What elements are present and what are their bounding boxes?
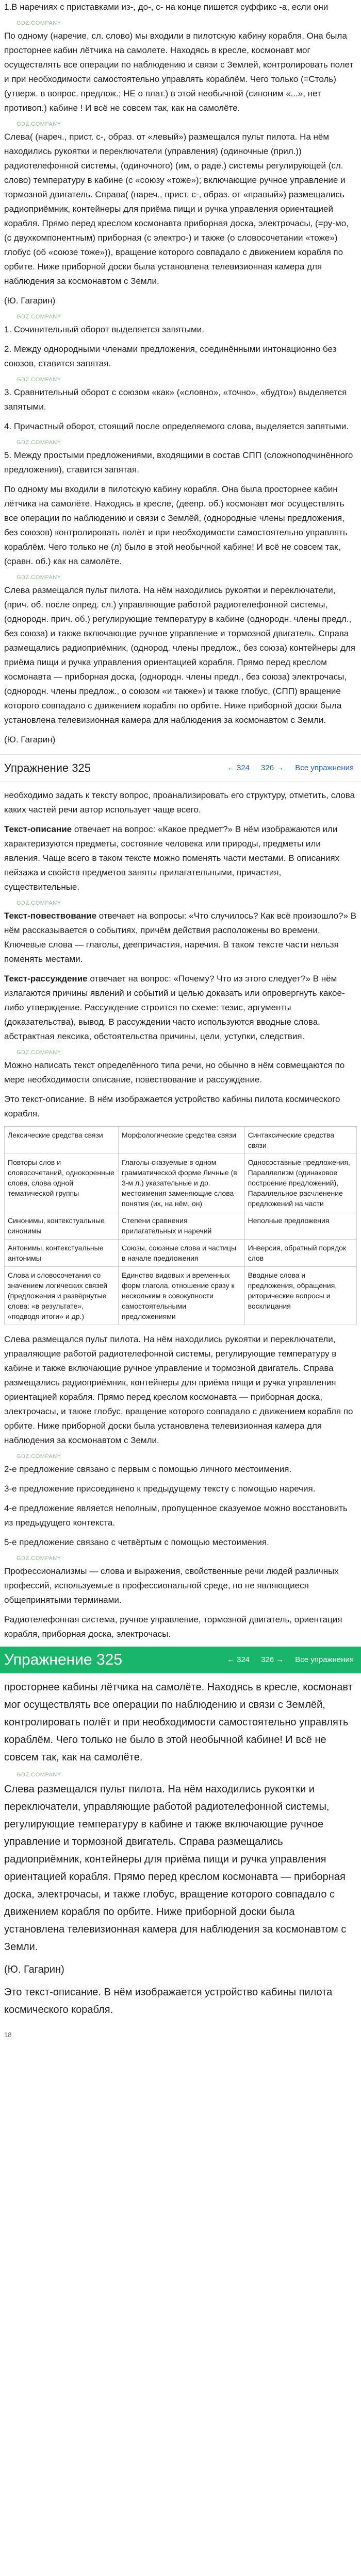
watermark: GDZ.COMPANY [17,1772,61,1778]
table-header-cell: Морфологические средства связи [118,1127,244,1154]
paragraph [4,909,357,967]
paragraph: По одному (наречие, сл. слово) мы входили в пилотскую кабину корабля. Она была просторнее кабин лётчика на самолете. Находясь в кресле, космонавт мог осуществлять все операции по наблюдению и связи с Землей, контролировать полет и при необходимости самостоятельно управлять кораблём. Чего только (=Столь) (утверж. в вопрос. предлож.; НЕ о плат.) в этой необычной (синоним «...», нет противоп.) кабине ! И всё не совсем так, как на самолёте. [4,31,354,113]
watermark: GDZ.COMPANY [17,377,61,383]
table-cell: Слова и словосочетания со значением логических связей (предложения и развёрнутые слова: «в результате», «подводя итоги» и др.) [5,1267,119,1325]
paragraph: необходимо задать к тексту вопрос, проанализировать его структуру, отметить, слова каких частей речи автор использует чаще всего. [4,790,355,815]
rule-item: 4. Причастный оборот, стоящий после определяемого слова, выделяется запятыми. [4,421,349,431]
table-cell: Союзы, союзные слова и частицы в начале предложения [118,1240,244,1267]
paragraph: просторнее кабины лётчика на самолёте. Находясь в кресле, космонавт мог осуществлять все операции по наблюдению и связи с Землёй, контролировать полёт и при необходимости самостоятельно управлять кораблём. Чего только не было в этой необычной кабине! И всё не совсем так, как на самолёте. [4,1682,353,1763]
table-cell: Односоставные предложения, Параллелизм (одинаковое построение предложений), Параллельное расчленение предложений на части [244,1154,356,1212]
paragraph: 2-е предложение связано с первым с помощью личного местоимения. [4,1464,292,1474]
all-exercises-link[interactable]: Все упражнения [295,764,354,772]
table-cell: Повторы слов и словосочетаний, однокоренные слова, слова одной тематической группы [5,1154,119,1212]
paragraph [4,822,357,894]
exercise-title: Упражнение 325 [4,1651,123,1668]
watermark: GDZ.COMPANY [17,574,61,581]
watermark: GDZ.COMPANY [17,1453,61,1460]
solution-part-3 [0,1679,361,2019]
table-cell: Антонимы, контекстуальные антонимы [5,1240,119,1267]
watermark: GDZ.COMPANY [17,900,61,906]
term: Текст-рассуждение [4,974,88,984]
table-cell: Инверсия, обратный порядок слов [244,1240,356,1267]
paragraph: Это текст-описание. В нём изображается устройство кабины пилота космического корабля. [4,1987,333,2015]
table-header-cell: Синтаксические средства связи [244,1127,356,1154]
paragraph: 3-е предложение присоединено к предыдущему тексту с помощью наречия. [4,1484,316,1494]
table-cell: Неполные предложения [244,1212,356,1240]
definition: отвечает на вопрос: «Почему? Что из этого следует?» В нём излагаются причины явлений и событий и целью доказать или опровергнуть какое-либо утверждение. Рассуждение строится по схеме: тезис, аргументы (доказательства), вывод. В рассуждении часто используются вводные слова, абстрактная лексика, обстоятельства причины, цели, уступки, следствия. [4,974,345,1041]
paragraph: (Ю. Гагарин) [4,735,56,744]
paragraph [4,972,357,1044]
table-cell: Степени сравнения прилагательных и наречий [118,1212,244,1240]
term: Текст-описание [4,824,72,834]
paragraph: Можно написать текст определённого типа речи, но обычно в нём совмещаются по мере необходимости описание, повествование и рассуждение. [4,1060,345,1084]
paragraph: 5-е предложение связано с четвёртым с помощью местоимения. [4,1537,269,1547]
exercise-pager [224,1652,357,1668]
table-header-cell: Лексические средства связи [5,1127,119,1154]
next-exercise-link[interactable]: 326 → [261,1655,284,1664]
watermark: GDZ.COMPANY [17,1555,61,1562]
rule-item: 1. Сочинительный оборот выделяется запятыми. [4,325,204,334]
all-exercises-link[interactable]: Все упражнения [295,1655,354,1664]
paragraph: Это текст-описание. В нём изображается устройство кабины пилота космического корабля. [4,1094,340,1118]
table-row [5,1267,357,1325]
table-row [5,1154,357,1212]
paragraph: 4-е предложение является неполным, пропущенное сказуемое можно восстановить из предыдущего контекста. [4,1503,348,1528]
table-cell: Вводные слова и предложения, обращения, риторические вопросы и восклицания [244,1267,356,1325]
exercise-header [0,754,361,782]
paragraph: Слева( (нареч., прист. с-, образ. от «левый») размещался пульт пилота. На нём находились рукоятки и переключатели (управления) (одиночные (прил.)) радиотелефонной системы, (одиночного) (им, о раде.) системы регулирующей (сл. слово) температуру в кабине (с «союзу «тоже»); включающие ручное управление и тормозной двигатель. Справа( (нареч., прист. с-, образ. от «правый») размещались радиоприёмник, контейнеры для приёма пищи и ручка управления ориентацией корабля. Прямо перед креслом космонавта приборная доска, электрочасы, (=ру-мо, (с двухкомпонентным) приборная (с электро-) и также (о словосочетании «тоже») глобус (об «союзе тоже»)), вращение которого совпадало с движением корабля по орбите. Ниже приборной доски была установлена телевизионная камера для наблюдения за космонавтом с Земли. [4,132,349,286]
table-cell: Единство видовых и временных форм глагола, отношение сразу к нескольким в совокупности самостоятельными предложениями [118,1267,244,1325]
solution-part-2 [0,788,361,1641]
term: Текст-повествование [4,911,97,921]
exercise-header [0,1647,361,1673]
exercise-banner [0,1647,361,1673]
paragraph: Радиотелефонная система, ручное управление, тормозной двигатель, ориентация корабля, приборная доска, электрочасы. [4,1615,342,1639]
exercise-pager [224,760,357,776]
paragraph: Слева размещался пульт пилота. На нём находились рукоятки и переключатели, управляющие работой радиотелефонной системы, регулирующие температуру в кабине и также включающие ручное управление и тормозной двигатель. Справа размещались радиоприёмник, контейнеры для приёма пищи и ручка управления ориентацией корабля. Прямо перед креслом космонавта — приборная доска, электрочасы, и также глобус, вращение которого совпадало с движением корабля по орбите. Ниже приборной доски была установлена телевизионная камера для наблюдения за космонавтом с Земли. [4,1784,347,1953]
cohesion-table [4,1126,357,1325]
rule-item: 2. Между однородными членами предложения, соединёнными интонационно без союзов, ставится запятая. [4,344,337,368]
table-cell: Глаголы-сказуемые в одном грамматической форме Личные (в 3-м л.) указательные и др. местоимения заменяющие слова-понятия (их, на нём, он) [118,1154,244,1212]
table-row [5,1240,357,1267]
paragraph: Слева размещался пульт пилота. На нём находились рукоятки и переключатели, (прич. об. после опред. сл.) управляющие работой радиотелефонной системы, (однородн. прич. об.) регулирующие температуру в кабине (однородн. члены предл., без союза) и также включающие ручное управление и тормозной двигатель. Справа размещались радиоприёмник, (однород. члены предлож., без союза) контейнеры для приёма пищи и ручка управления ориентацией корабля. Прямо перед креслом космонавта — приборная доска, (однородн. члены предл., без союза) электрочасы, (однородн. члены предлож., о союзом «и также») и также глобус, (СПП) вращение которого совпадало с движением корабля по орбите. Ниже приборной доски была установлена телевизионная камера для наблюдения за космонавтом с Земли. [4,585,355,725]
next-exercise-link[interactable]: 326 → [261,764,284,772]
watermark: GDZ.COMPANY [17,1049,61,1056]
table-row [5,1212,357,1240]
paragraph: Слева размещался пульт пилота. На нём находились рукоятки и переключатели, управляющие работой радиотелефонной системы, регулирующие температуру в кабине и также включающие ручное управление и тормозной двигатель. Справа размещались радиоприёмник, контейнеры для приёма пищи и ручка управления ориентацией корабля. Прямо перед креслом космонавта — приборная доска, электрочасы, и также глобус, вращение которого совпадало с движением корабля по орбите. Ниже приборной доски была установлена телевизионная камера для наблюдения за космонавтом с Земли. [4,1334,353,1445]
paragraph: Профессионализмы — слова и выражения, свойственные речи людей различных профессий, используемые в профессиональной среде, но не являющиеся общепринятыми терминами. [4,1566,339,1605]
watermark: GDZ.COMPANY [17,439,61,446]
definition: отвечает на вопросы: «Что случилось? Как всё произошло?» В нём рассказывается о событиях, причём действия расположены во времени. Ключевые слова — глаголы, деепричастия, наречия. В таком тексте части нельзя поменять местами. [4,911,357,964]
prev-exercise-link[interactable]: ← 324 [226,1655,250,1664]
watermark: GDZ.COMPANY [17,121,61,127]
watermark: GDZ.COMPANY [17,314,61,320]
solution-part-1 [0,0,361,747]
table-header-row [5,1127,357,1154]
watermark: GDZ.COMPANY [17,20,61,26]
table-cell: Синонимы, контекстуальные синонимы [5,1212,119,1240]
paragraph: 1.В наречиях с приставками из-, до-, с- на конце пишется суффикс -а, если они [4,2,329,12]
page-number: 18 [4,2031,12,2039]
paragraph: По одному мы входили в пилотскую кабину корабля. Она была просторнее кабин лётчика на самолёте. Находясь в кресле, (деепр. об.) космонавт мог осуществлять все операции по наблюдению и связи с Землёй, (однородные члены предложения, без союзов) контролировать полёт и при необходимости самостоятельно управлять кораблём. Чего только не (л) было в этой необычной кабине! И всё не совсем так, (сравн. об.) как на самолёте. [4,484,348,566]
prev-exercise-link[interactable]: ← 324 [226,764,250,772]
exercise-title: Упражнение 325 [4,761,91,774]
paragraph: (Ю. Гагарин) [4,1964,64,1975]
rule-item: 5. Между простыми предложениями, входящими в состав СПП (сложноподчинённого предложения), ставится запятая. [4,450,353,474]
rule-item: 3. Сравнительный оборот с союзом «как» («словно», «точно», «будто») выделяется запятыми. [4,387,347,412]
paragraph: (Ю. Гагарин) [4,296,56,306]
definition: отвечает на вопрос: «Какое предмет?» В нём изображаются или характеризуются предметы, состояние человека или природы, предметы или явления. Чаще всего в таком тексте можно поменять части местами. В описаниях пейзажа и свойств предметов заняты прилагательными, причастия, существительные. [4,824,340,892]
